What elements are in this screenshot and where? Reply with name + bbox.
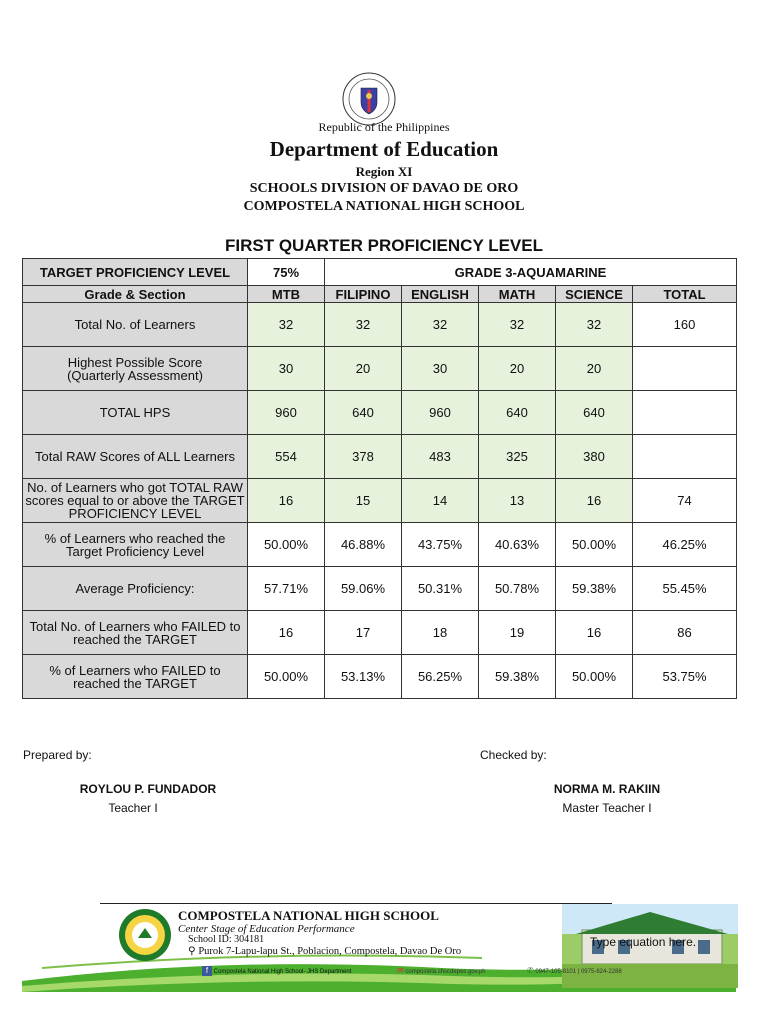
phone-icon: ✆ — [527, 966, 534, 975]
row-total — [633, 347, 737, 391]
cell-value: 18 — [402, 611, 479, 655]
cell-value: 640 — [479, 391, 556, 435]
row-label: Total RAW Scores of ALL Learners — [23, 435, 248, 479]
cell-value: 20 — [556, 347, 633, 391]
footer-facebook — [202, 966, 351, 976]
cell-value: 46.88% — [325, 523, 402, 567]
equation-placeholder: Type equation here. — [590, 935, 697, 949]
table-row — [23, 347, 737, 391]
cell-value: 32 — [248, 303, 325, 347]
footer-motto: Center Stage of Education Performance — [178, 923, 355, 935]
preparer-position: Teacher I — [108, 801, 158, 815]
cell-value: 16 — [248, 611, 325, 655]
target-proficiency-value: 75% — [248, 259, 325, 286]
mail-icon: ✉ — [397, 966, 404, 975]
subject-header: ENGLISH — [402, 286, 479, 303]
cell-value: 30 — [402, 347, 479, 391]
cell-value: 16 — [556, 611, 633, 655]
table-row — [23, 611, 737, 655]
cell-value: 30 — [248, 347, 325, 391]
cell-value: 14 — [402, 479, 479, 523]
email-text: compostela.shscdepes.gov.ph — [405, 969, 486, 975]
row-label: Total No. of Learners — [23, 303, 248, 347]
cell-value: 50.31% — [402, 567, 479, 611]
cell-value: 19 — [479, 611, 556, 655]
cell-value: 15 — [325, 479, 402, 523]
table-row — [23, 303, 737, 347]
row-label: Highest Possible Score (Quarterly Assessment) — [23, 347, 248, 391]
cell-value: 50.78% — [479, 567, 556, 611]
table-row — [23, 259, 737, 286]
division-label: SCHOOLS DIVISION OF DAVAO DE ORO — [249, 181, 519, 196]
cell-value: 960 — [248, 391, 325, 435]
cell-value: 32 — [325, 303, 402, 347]
row-total — [633, 435, 737, 479]
row-label: Average Proficiency: — [23, 567, 248, 611]
subject-header: FILIPINO — [325, 286, 402, 303]
location-pin-icon: ⚲ — [188, 946, 196, 957]
grade-section-label: Grade & Section — [23, 286, 248, 303]
cell-value: 59.06% — [325, 567, 402, 611]
subject-header: MATH — [479, 286, 556, 303]
cell-value: 59.38% — [479, 655, 556, 699]
row-label: % of Learners who reached the Target Proficiency Level — [23, 523, 248, 567]
prepared-by-label: Prepared by: — [23, 748, 92, 762]
phone-text: 0947-105-8101 | 0975-824-2288 — [535, 969, 622, 975]
cell-value: 50.00% — [556, 523, 633, 567]
cell-value: 13 — [479, 479, 556, 523]
page-title: FIRST QUARTER PROFICIENCY LEVEL — [225, 236, 543, 255]
cell-value: 20 — [325, 347, 402, 391]
cell-value: 53.13% — [325, 655, 402, 699]
cell-value: 960 — [402, 391, 479, 435]
cell-value: 378 — [325, 435, 402, 479]
row-label: TOTAL HPS — [23, 391, 248, 435]
cell-value: 17 — [325, 611, 402, 655]
footer-address — [188, 945, 461, 957]
footer-email — [397, 966, 486, 975]
row-total: 46.25% — [633, 523, 737, 567]
cell-value: 640 — [556, 391, 633, 435]
table-row — [23, 286, 737, 303]
proficiency-table — [22, 258, 737, 699]
footer-divider — [100, 903, 612, 904]
cell-value: 32 — [556, 303, 633, 347]
cell-value: 43.75% — [402, 523, 479, 567]
cell-value: 380 — [556, 435, 633, 479]
cell-value: 56.25% — [402, 655, 479, 699]
target-proficiency-label: TARGET PROFICIENCY LEVEL — [23, 259, 248, 286]
total-header: TOTAL — [633, 286, 737, 303]
cell-value: 50.00% — [248, 523, 325, 567]
table-row — [23, 567, 737, 611]
school-logo — [118, 908, 172, 962]
table-row — [23, 479, 737, 523]
checker-position: Master Teacher I — [562, 801, 652, 815]
grade-section-value: GRADE 3-AQUAMARINE — [325, 259, 737, 286]
row-total: 160 — [633, 303, 737, 347]
row-total: 53.75% — [633, 655, 737, 699]
row-label: No. of Learners who got TOTAL RAW scores equal to or above the TARGET PROFICIENCY LEVEL — [23, 479, 248, 523]
checker-name: NORMA M. RAKIIN — [553, 782, 661, 796]
checked-by-label: Checked by: — [480, 748, 547, 762]
row-total: 86 — [633, 611, 737, 655]
footer-address-text: Purok 7-Lapu-lapu St., Poblacion, Compostela, Davao De Oro — [198, 946, 462, 957]
preparer-name: ROYLOU P. FUNDADOR — [79, 782, 217, 796]
cell-value: 40.63% — [479, 523, 556, 567]
table-row — [23, 435, 737, 479]
table-row — [23, 391, 737, 435]
cell-value: 20 — [479, 347, 556, 391]
cell-value: 554 — [248, 435, 325, 479]
cell-value: 32 — [479, 303, 556, 347]
subject-header: MTB — [248, 286, 325, 303]
row-label: Total No. of Learners who FAILED to reached the TARGET — [23, 611, 248, 655]
department-title: Department of Education — [269, 137, 499, 161]
cell-value: 32 — [402, 303, 479, 347]
row-total — [633, 391, 737, 435]
school-label: COMPOSTELA NATIONAL HIGH SCHOOL — [243, 199, 525, 214]
republic-label: Republic of the Philippines — [318, 120, 450, 134]
deped-seal-logo — [342, 72, 396, 126]
cell-value: 16 — [248, 479, 325, 523]
subject-header: SCIENCE — [556, 286, 633, 303]
cell-value: 483 — [402, 435, 479, 479]
cell-value: 325 — [479, 435, 556, 479]
footer-school-id: School ID: 304181 — [188, 934, 265, 945]
cell-value: 16 — [556, 479, 633, 523]
facebook-text: Compostela National High School- JHS Department — [213, 969, 352, 975]
row-total: 74 — [633, 479, 737, 523]
row-label: % of Learners who FAILED to reached the TARGET — [23, 655, 248, 699]
region-label: Region XI — [355, 164, 413, 179]
footer-phone — [527, 966, 622, 975]
footer-school-name: COMPOSTELA NATIONAL HIGH SCHOOL — [178, 908, 439, 923]
cell-value: 50.00% — [556, 655, 633, 699]
cell-value: 50.00% — [248, 655, 325, 699]
facebook-icon: f — [202, 966, 212, 976]
row-total: 55.45% — [633, 567, 737, 611]
table-row — [23, 523, 737, 567]
cell-value: 640 — [325, 391, 402, 435]
cell-value: 57.71% — [248, 567, 325, 611]
cell-value: 59.38% — [556, 567, 633, 611]
table-row — [23, 655, 737, 699]
school-footer-banner — [22, 876, 736, 992]
